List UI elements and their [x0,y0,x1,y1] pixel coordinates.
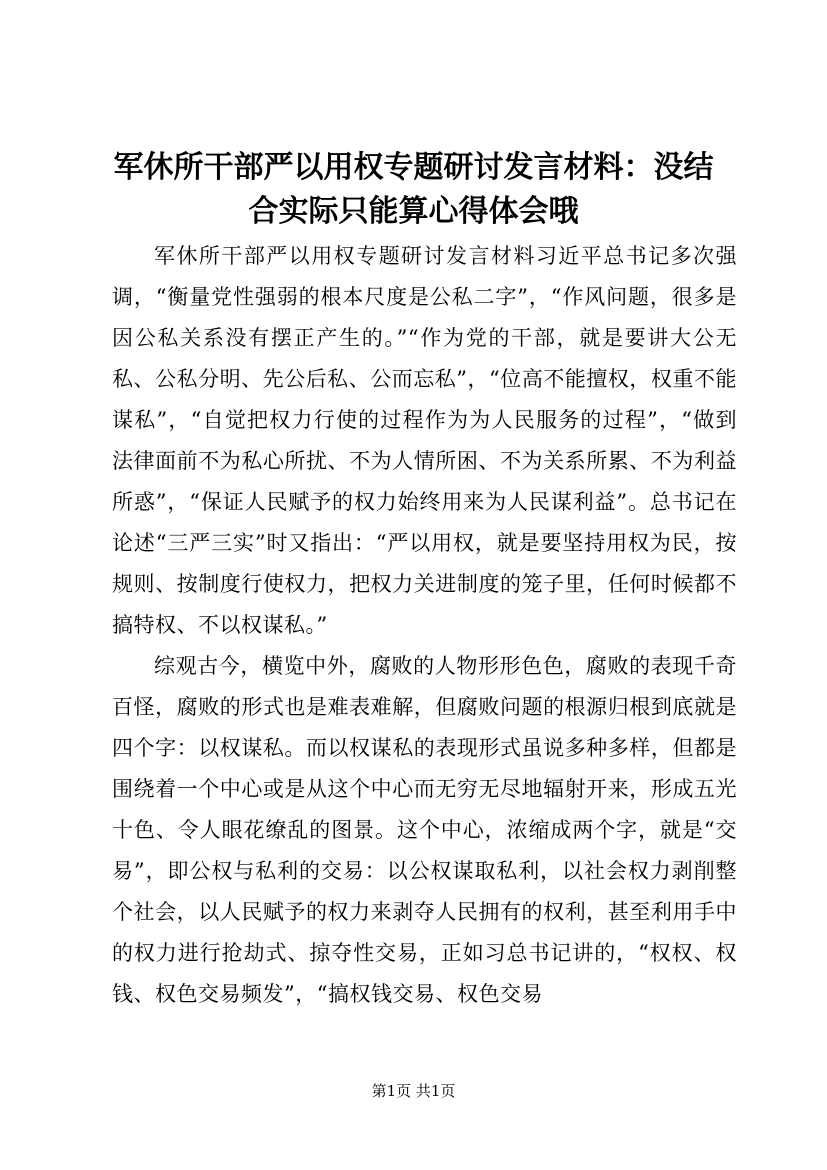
document-title: 军休所干部严以用权专题研讨发言材料：没结合实际只能算心得体会哦 [113,150,714,229]
page-number-footer: 第1页 共1页 [371,1082,456,1100]
paragraph-2: 综观古今，横览中外，腐败的人物形形色色，腐败的表现千奇百怪，腐败的形式也是难表难解，但腐败问题的根源归根到底就是四个字：以权谋私。而以权谋私的表现形式虽说多种多样，但都是围绕着一个中心或是从这个中心而无穷无尽地辐射开来，形成五光十色、令人眼花缭乱的图景。这个中心，浓缩成两个字，就是“交易”，即公权与私利的交易：以公权谋取私利，以社会权力剥削整个社会，以人民赋予的权力来剥夺人民拥有的权利，甚至利用手中的权力进行抢劫式、掠夺性交易，正如习总书记讲的，“权权、权钱、权色交易频发”，“搞权钱交易、权色交易 [112,654,737,1006]
document-body [112,236,737,1015]
paragraph-1: 军休所干部严以用权专题研讨发言材料习近平总书记多次强调，“衡量党性强弱的根本尺度是公私二字”，“作风问题，很多是因公私关系没有摆正产生的。”“作为党的干部，就是要讲大公无私、公私分明、先公后私、公而忘私”，“位高不能擅权，权重不能谋私”，“自觉把权力行使的过程作为为人民服务的过程”，“做到法律面前不为私心所扰、不为人情所困、不为关系所累、不为利益所惑”，“保证人民赋予的权力始终用来为人民谋利益”。总书记在论述“三严三实”时又指出：“严以用权，就是要坚持用权为民，按规则、按制度行使权力，把权力关进制度的笼子里，任何时候都不搞特权、不以权谋私。” [112,244,737,637]
